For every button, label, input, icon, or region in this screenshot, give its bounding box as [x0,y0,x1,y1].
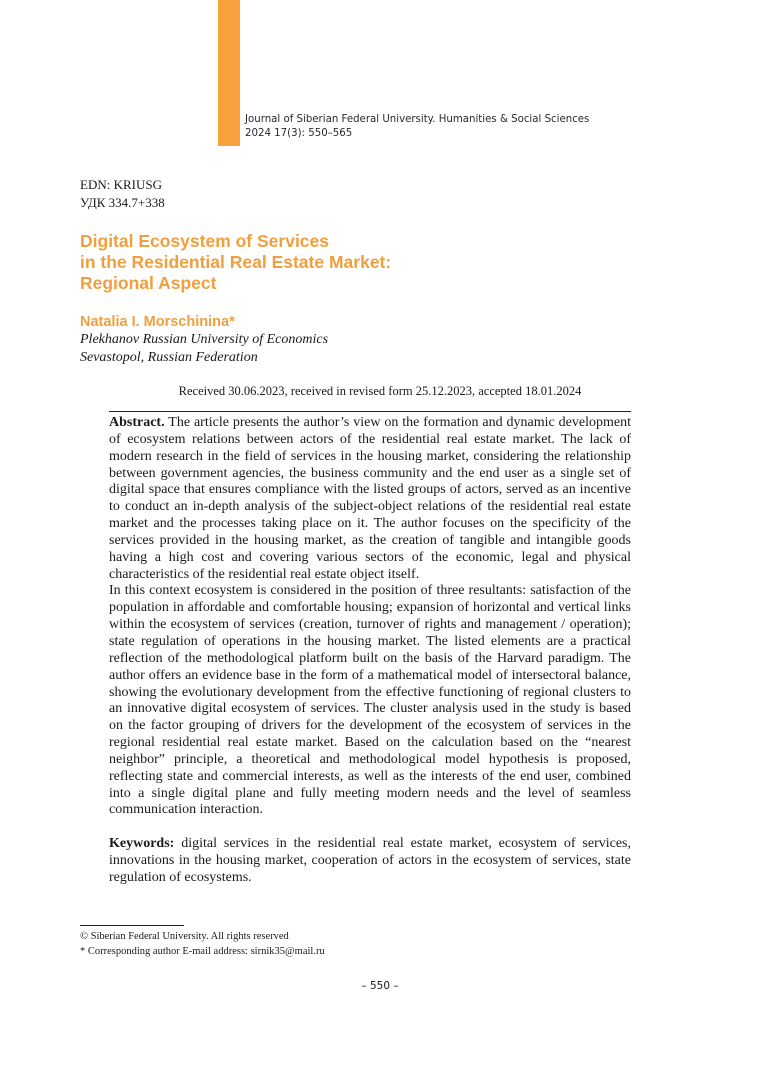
author-block [80,313,328,367]
abstract-paragraph-1 [109,415,631,583]
author-location: Sevastopol, Russian Federation [80,350,258,365]
footnote-rule [80,925,184,926]
author-name: Natalia I. Morschinina* [80,314,235,330]
abstract-text-1: The article presents the author’s view on the formation and dynamic development of ecosystem relations between actors of the residential real estate market. The lack of modern research in the field of services in the housing market, considering the relationship between government agencies, the business community and the end user as a single set of digital space that ensures compliance with the listed groups of actors, served as an incentive to conduct an in-depth analysis of the subject-object relations of the residential real estate market and the processes taking place on it. The author focuses on the specificity of the services provided in the housing market, as the creation of tangible and intangible goods having a high cost and covering various sectors of the economic, legal and physical characteristics of the residential real estate object itself. [109,415,631,582]
journal-accent-bar [218,0,240,146]
article-meta [80,176,165,212]
footnotes [80,930,325,959]
copyright-note: © Siberian Federal University. All rights reserved [80,931,289,942]
article-title [80,231,500,294]
received-dates: Received 30.06.2023, received in revised form 25.12.2023, accepted 18.01.2024 [178,384,582,398]
udk-code: УДК 334.7+338 [80,195,165,210]
title-line-2: in the Residential Real Estate Market: [80,252,392,272]
abstract-label: Abstract. [109,415,165,430]
corresponding-author-note: * Corresponding author E-mail address: sirnik35@mail.ru [80,945,325,957]
abstract-top-rule [109,411,631,412]
journal-name: Journal of Siberian Federal University. Humanities & Social Sciences [245,114,590,125]
keywords-text: digital services in the residential real estate market, ecosystem of services, innovations in the housing market, cooperation of actors in the ecosystem of services, state regulation of ecosystems. [109,836,632,885]
journal-issue: 2024 17(3): 550–565 [245,127,353,139]
keywords-label: Keywords: [109,836,175,851]
title-line-1: Digital Ecosystem of Services [80,231,329,251]
edn-code: EDN: KRIUSG [80,177,162,192]
journal-header [245,113,589,140]
abstract [109,415,631,819]
abstract-paragraph-2: In this context ecosystem is considered in the position of three resultants: satisfaction of the population in affordable and comfortable housing; expansion of horizontal and vertical links within the ecosystem of services (creation, turnover of rights and management / operation); state regulation of operations in the housing market. The listed elements are a practical reflection of the methodological platform built on the basis of the Harvard paradigm. The author offers an evidence base in the form of a mathematical model of intersectoral balance, showing the evolutionary development from the effective functioning of regional clusters to an innovative digital ecosystem of services. The cluster analysis used in the study is based on the factor grouping of drivers for the development of the ecosystem of services in the regional residential real estate market. Based on the calculation based on the “nearest neighbor” principle, a theoretical and methodological model hypothesis is proposed, reflecting state and commercial interests, as well as the interests of the end user, combined into a single digital plane and fully meeting modern needs and the level of seamless communication interaction. [109,583,631,818]
keywords [109,836,631,887]
author-affiliation: Plekhanov Russian University of Economics [80,332,329,347]
page-number: – 550 – [361,980,399,992]
title-line-3: Regional Aspect [80,273,217,293]
